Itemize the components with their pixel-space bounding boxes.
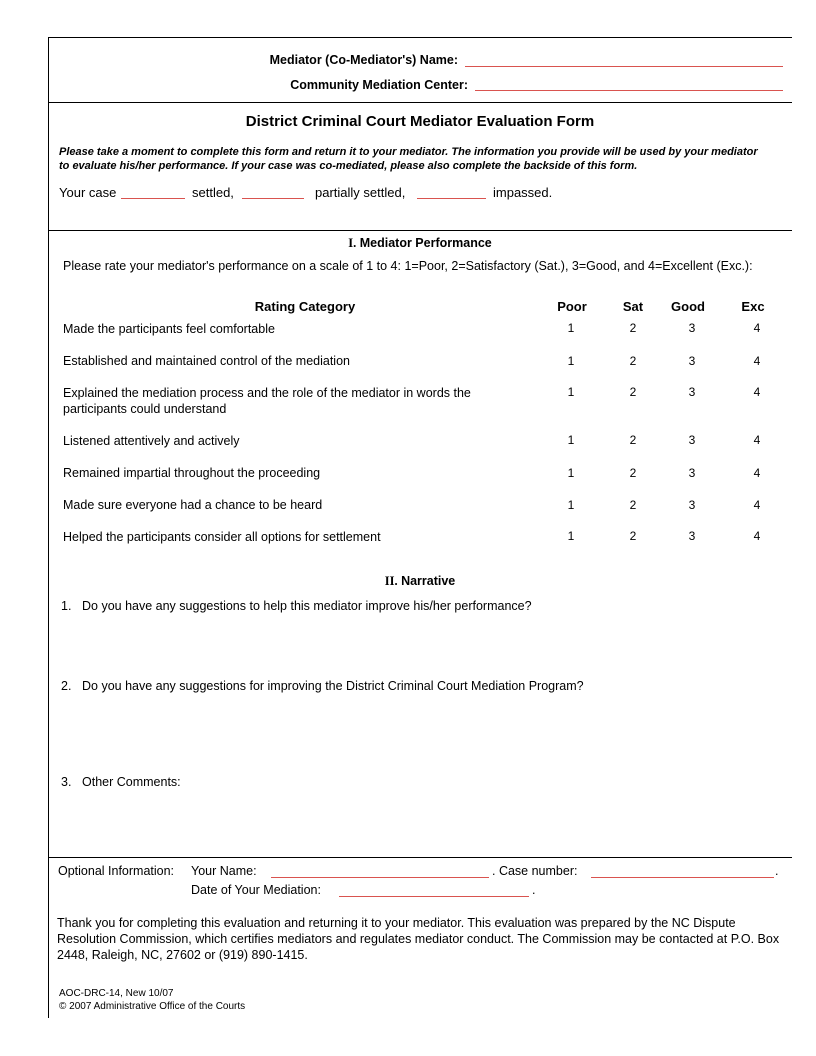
mediator-name-field[interactable] — [465, 66, 783, 67]
rating-row-label: Established and maintained control of the mediation — [63, 354, 350, 368]
answer-area[interactable] — [82, 795, 772, 845]
section2-number: II. — [384, 574, 398, 588]
rating-option-3[interactable]: 3 — [688, 385, 696, 399]
case-prefix: Your case — [59, 185, 117, 200]
partially-settled-field[interactable] — [242, 198, 304, 199]
mediation-date-field[interactable] — [339, 896, 529, 897]
case-number-period: . — [775, 864, 779, 878]
rating-option-3[interactable]: 3 — [688, 321, 696, 335]
case-number-field[interactable] — [591, 877, 774, 878]
mediation-date-label: Date of Your Mediation: — [191, 883, 321, 897]
answer-area[interactable] — [82, 699, 772, 749]
rating-option-4[interactable]: 4 — [753, 385, 761, 399]
section1-title: Mediator Performance — [359, 236, 492, 250]
copyright: © 2007 Administrative Office of the Courts — [59, 1001, 246, 1012]
rating-option-2[interactable]: 2 — [629, 321, 637, 335]
rating-option-1[interactable]: 1 — [567, 354, 575, 368]
left-border — [48, 37, 49, 1018]
section1-heading — [48, 236, 792, 251]
form-id: AOC-DRC-14, New 10/07 — [59, 988, 174, 999]
rating-option-4[interactable]: 4 — [753, 498, 761, 512]
rating-option-2[interactable]: 2 — [629, 529, 637, 543]
rating-option-2[interactable]: 2 — [629, 354, 637, 368]
rating-row-label: Remained impartial throughout the proceeding — [63, 466, 321, 480]
rating-option-4[interactable]: 4 — [753, 529, 761, 543]
rating-option-1[interactable]: 1 — [567, 466, 575, 480]
question-number: 3. — [61, 775, 72, 789]
rating-row-label: Made the participants feel comfortable — [63, 322, 275, 336]
question-text: Do you have any suggestions for improving the District Criminal Court Mediation Program? — [82, 679, 584, 693]
your-name-label: Your Name: — [191, 864, 257, 878]
rating-row-label: Made sure everyone had a chance to be heard — [63, 498, 323, 512]
form-title: District Criminal Court Mediator Evaluation Form — [245, 113, 595, 130]
question-text: Other Comments: — [82, 775, 181, 789]
section1-number: I. — [348, 236, 357, 250]
rating-option-3[interactable]: 3 — [688, 466, 696, 480]
mediation-center-label: Community Mediation Center: — [290, 78, 468, 92]
answer-area[interactable] — [82, 619, 772, 669]
header-rule — [48, 102, 792, 103]
question-text: Do you have any suggestions to help this mediator improve his/her performance? — [82, 599, 532, 613]
form-instructions: Please take a moment to complete this form and return it to your mediator. The information you provide will be used by your mediator to evaluate his/her performance. If your case was co-mediated, please also complete the backside of this form. — [59, 146, 758, 172]
rating-category-header: Rating Category — [254, 299, 356, 314]
question-number: 2. — [61, 679, 72, 693]
section-rule — [48, 230, 792, 231]
top-rule — [48, 37, 792, 38]
rating-option-1[interactable]: 1 — [567, 385, 575, 399]
rating-option-3[interactable]: 3 — [688, 529, 696, 543]
question-number: 1. — [61, 599, 72, 613]
rating-option-3[interactable]: 3 — [688, 354, 696, 368]
settled-label: settled, — [192, 185, 234, 200]
rating-intro: Please rate your mediator's performance on a scale of 1 to 4: 1=Poor, 2=Satisfactory (Sat.), 3=Good, and 4=Excellent (Exc.): — [63, 259, 753, 273]
partially-settled-label: partially settled, — [315, 185, 406, 200]
impassed-field[interactable] — [417, 198, 486, 199]
rating-option-1[interactable]: 1 — [567, 529, 575, 543]
rating-row-label: Helped the participants consider all options for settlement — [63, 530, 381, 544]
rating-option-3[interactable]: 3 — [688, 498, 696, 512]
mediation-center-field[interactable] — [475, 90, 783, 91]
column-header-poor: Poor — [557, 299, 587, 314]
rating-option-2[interactable]: 2 — [629, 466, 637, 480]
mediator-name-label: Mediator (Co-Mediator's) Name: — [269, 53, 458, 67]
rating-row-label: Explained the mediation process and the role of the mediator in words the participants could understand — [63, 386, 471, 416]
your-name-field[interactable] — [271, 877, 489, 878]
mediation-date-period: . — [532, 883, 536, 897]
section2-title: Narrative — [401, 574, 456, 588]
rating-option-1[interactable]: 1 — [567, 498, 575, 512]
column-header-good: Good — [671, 299, 705, 314]
rating-option-4[interactable]: 4 — [753, 354, 761, 368]
column-header-sat: Sat — [622, 299, 644, 314]
optional-label: Optional Information: — [58, 864, 175, 878]
rating-option-2[interactable]: 2 — [629, 498, 637, 512]
rating-option-3[interactable]: 3 — [688, 433, 696, 447]
column-header-exc: Exc — [741, 299, 765, 314]
rating-option-1[interactable]: 1 — [567, 321, 575, 335]
rating-row-label: Listened attentively and actively — [63, 434, 240, 448]
impassed-label: impassed. — [493, 185, 553, 200]
thank-you-note: Thank you for completing this evaluation and returning it to your mediator. This evaluation was prepared by the NC Dispute Resolution Commission, which certifies mediators and regulates mediator conduct. The Commission may be contacted at P.O. Box 2448, Raleigh, NC, 27602 or (919) 890-1415. — [57, 916, 780, 962]
rating-option-4[interactable]: 4 — [753, 466, 761, 480]
rating-option-2[interactable]: 2 — [629, 385, 637, 399]
settled-field[interactable] — [121, 198, 185, 199]
rating-option-2[interactable]: 2 — [629, 433, 637, 447]
rating-option-4[interactable]: 4 — [753, 321, 761, 335]
case-number-label: . Case number: — [492, 864, 578, 878]
optional-rule — [48, 857, 792, 858]
rating-option-1[interactable]: 1 — [567, 433, 575, 447]
section2-heading — [48, 574, 792, 589]
rating-option-4[interactable]: 4 — [753, 433, 761, 447]
